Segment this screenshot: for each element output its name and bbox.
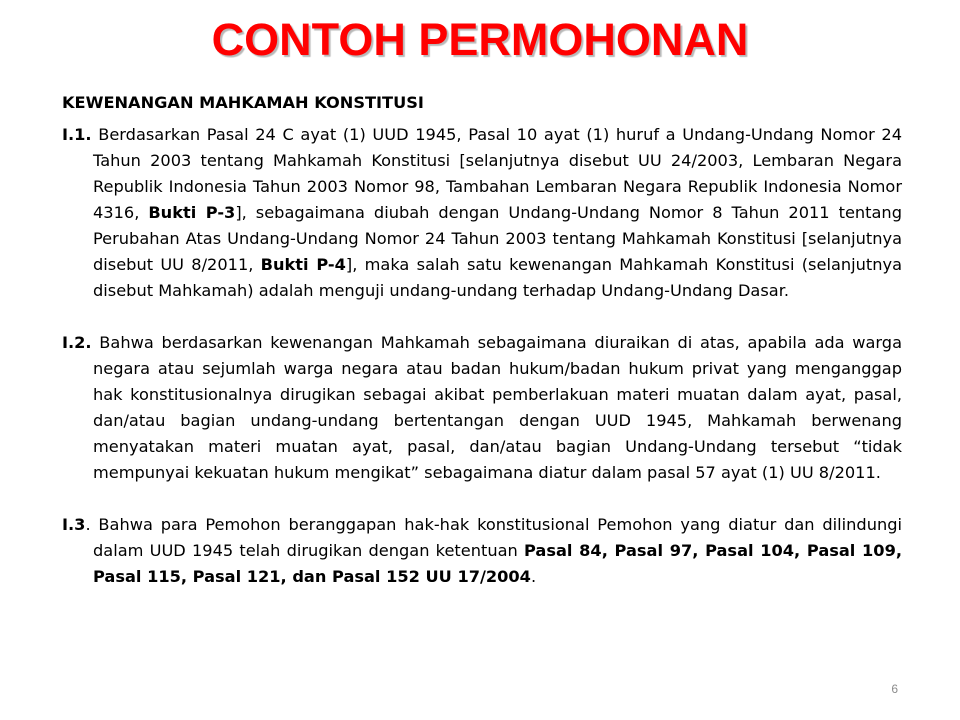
paragraph-number: I.1. [62, 125, 92, 144]
spacer [62, 304, 902, 330]
text-run: ], maka salah satu kewenangan Mahkamah Konstitusi (selanjutnya disebut Mahkamah) adalah menguji undang-undang terhadap Undang-Undang Dasar. [93, 255, 902, 300]
paragraph-i1 [62, 122, 902, 304]
bold-run: Pasal 84, Pasal 97, Pasal 104, Pasal 109, Pasal 115, Pasal 121, dan Pasal 152 UU 17/2004 [93, 541, 902, 586]
text-run: ], sebagaimana diubah dengan Undang-Undang Nomor 8 Tahun 2011 tentang Perubahan Atas Undang-Undang Nomor 24 Tahun 2003 tentang Mahkamah Konstitusi [selanjutnya disebut UU 8/2011, [93, 203, 902, 274]
paragraph-i2 [62, 330, 902, 486]
paragraph-number: I.2. [62, 333, 92, 352]
text-run: Berdasarkan Pasal 24 C ayat (1) UUD 1945, Pasal 10 ayat (1) huruf a Undang-Undang Nomor 24 Tahun 2003 tentang Mahkamah Konstitusi [selanjutnya disebut UU 24/2003, Lembaran Negara Republik Indonesia Tahun 2003 Nomor 98, Tambahan Lembaran Negara Republik Indonesia Nomor 4316, [91, 125, 902, 222]
text-run: . Bahwa para Pemohon beranggapan hak-hak konstitusional Pemohon yang diatur dan dilindungi dalam UUD 1945 telah dirugikan dengan ketentuan [85, 515, 902, 560]
page-number: 6 [891, 682, 898, 696]
bold-run: Bukti P-4 [260, 255, 346, 274]
paragraph-i3 [62, 512, 902, 590]
bold-run: Bukti P-3 [148, 203, 236, 222]
text-run: Bahwa berdasarkan kewenangan Mahkamah sebagaimana diuraikan di atas, apabila ada warga negara atau sejumlah warga negara atau badan hukum/badan hukum privat yang menganggap hak konstitusionalnya dirugikan sebagai akibat pemberlakuan materi muatan dalam ayat, pasal, dan/atau bagian undang-undang bertentangan dengan UUD 1945, Mahkamah berwenang menyatakan materi muatan ayat, pasal, dan/atau bagian Undang-Undang tersebut “tidak mempunyai kekuatan hukum mengikat” sebagaimana diatur dalam pasal 57 ayat (1) UU 8/2011. [91, 333, 902, 482]
slide-title-text: CONTOH PERMOHONAN [211, 14, 749, 65]
text-run: . [530, 567, 537, 586]
slide-body [62, 90, 902, 590]
section-heading: KEWENANGAN MAHKAMAH KONSTITUSI [62, 93, 424, 112]
spacer [62, 486, 902, 512]
paragraph-number: I.3 [62, 515, 86, 534]
slide-title [0, 14, 960, 66]
